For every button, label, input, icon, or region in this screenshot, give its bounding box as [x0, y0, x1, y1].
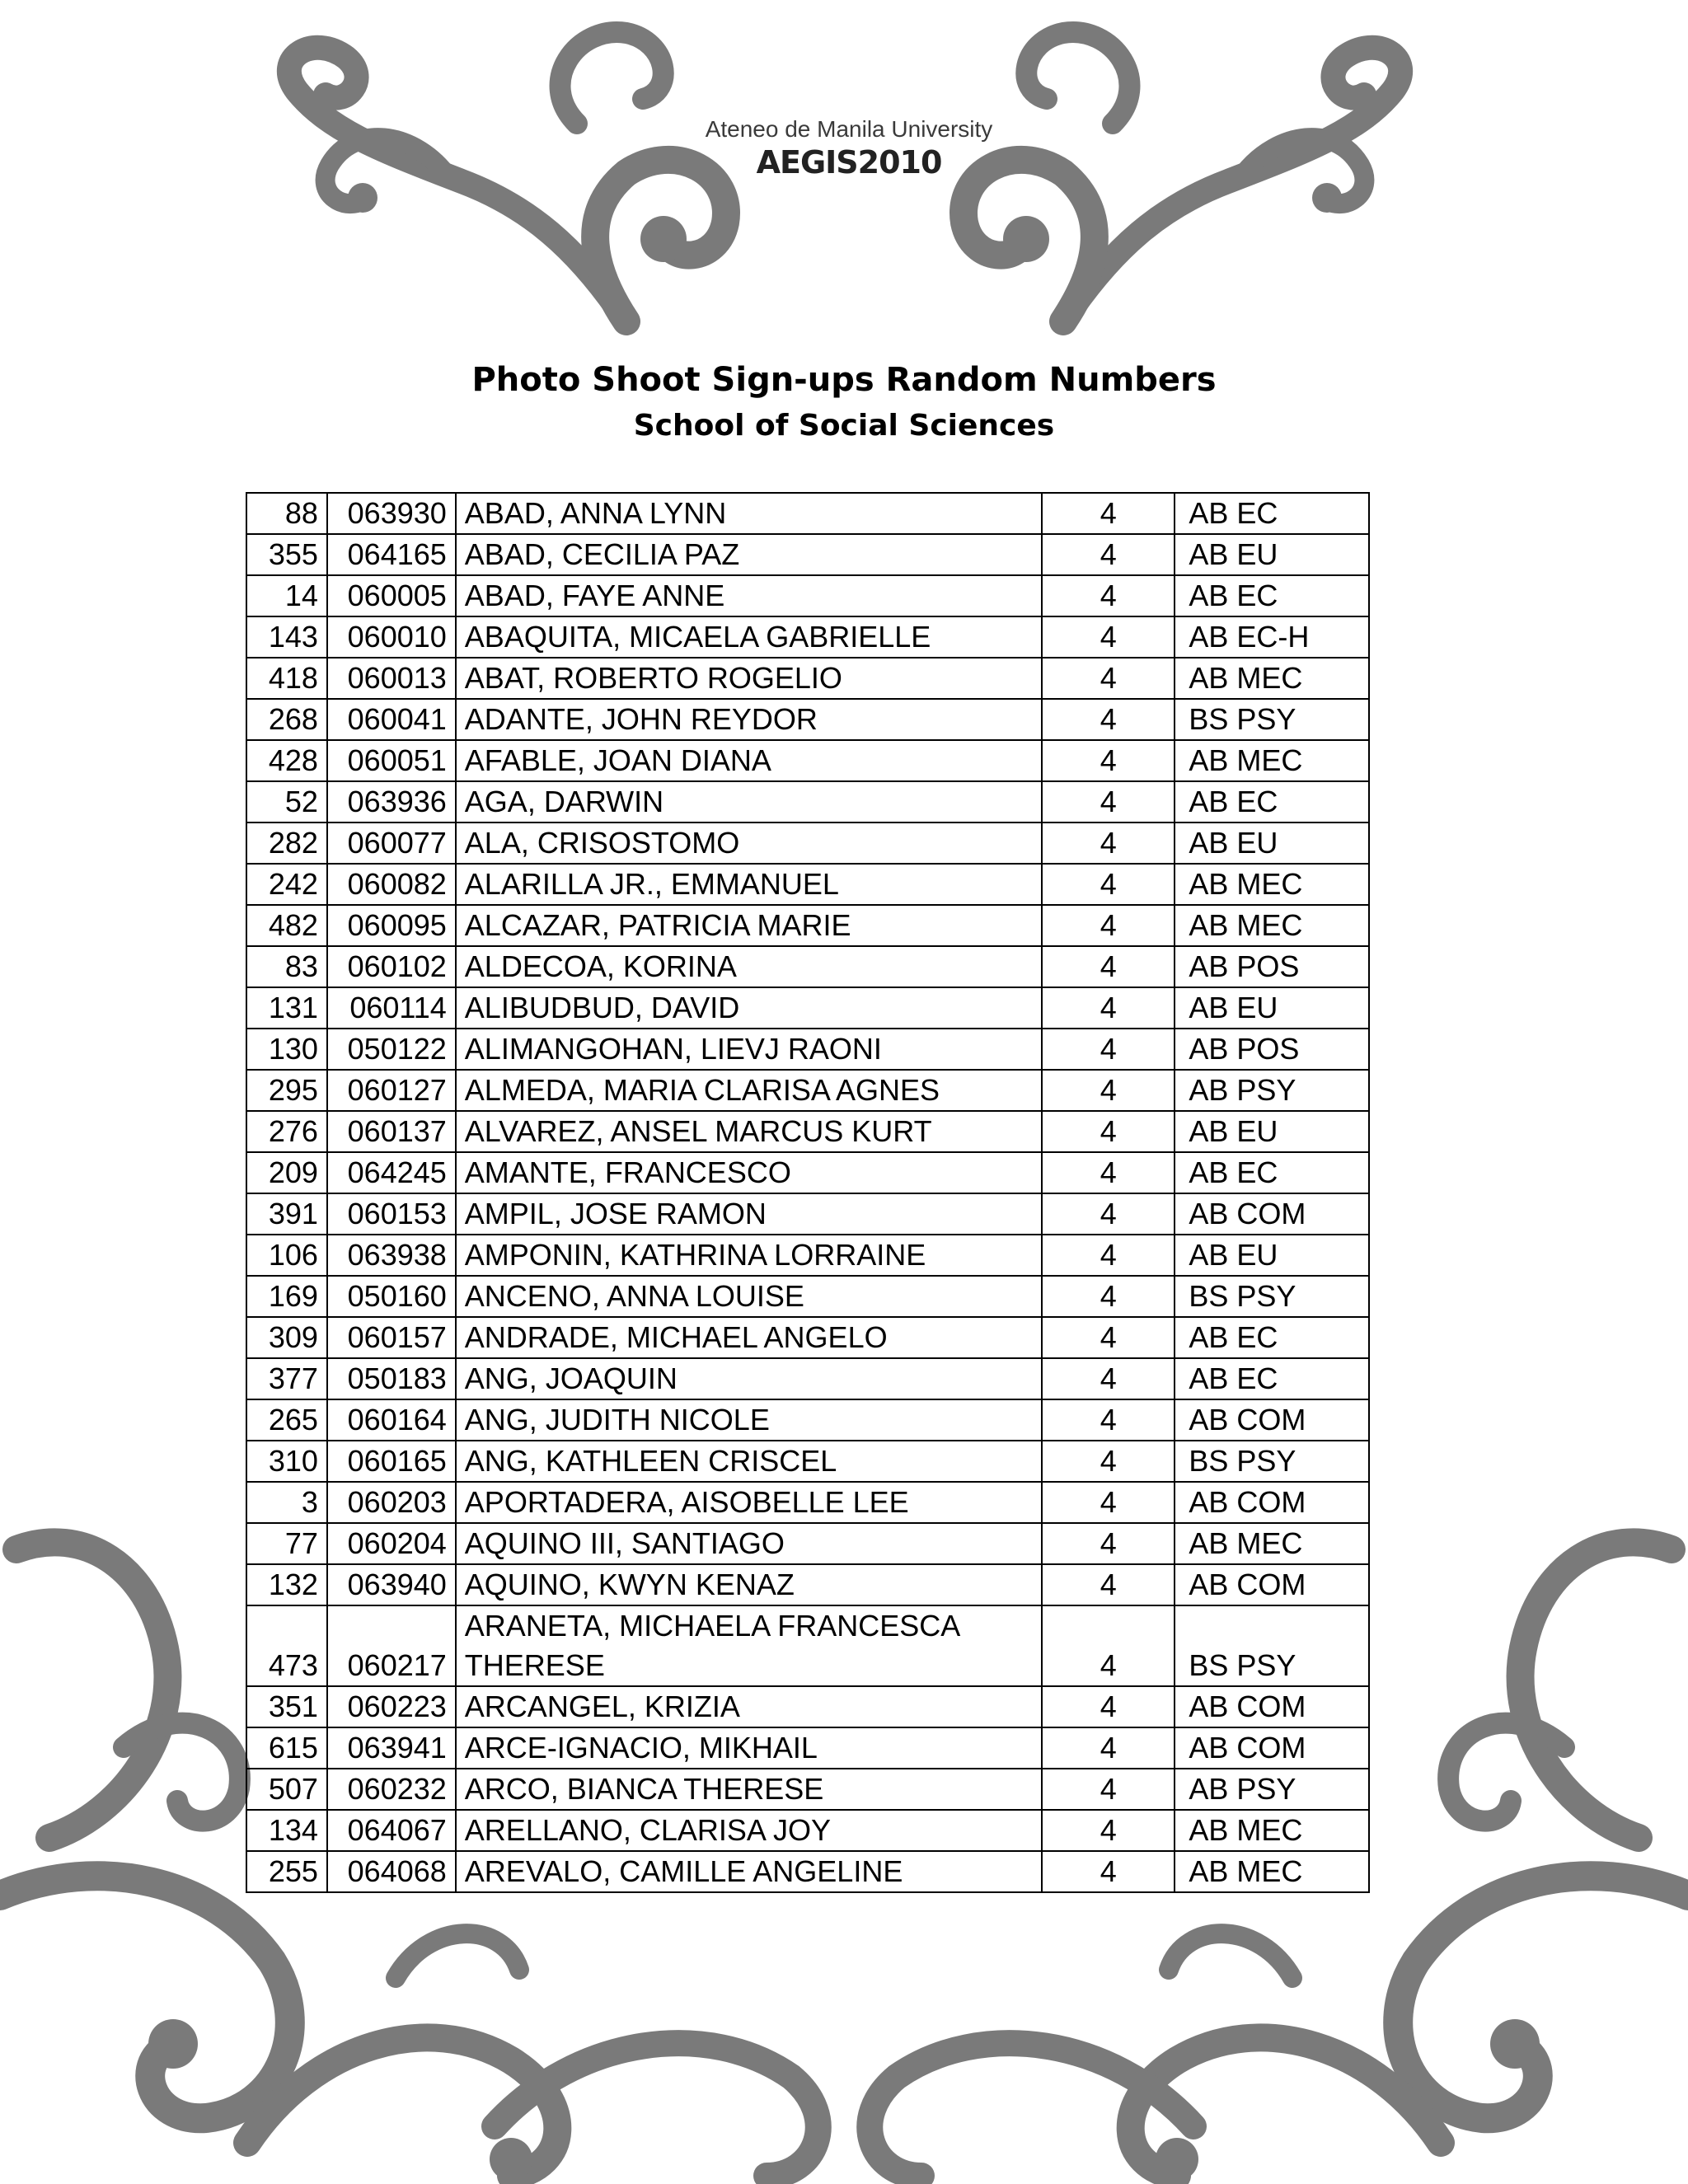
table-row [246, 1482, 1369, 1523]
table-row [246, 987, 1369, 1029]
name-cell: AGA, DARWIN [456, 781, 1042, 823]
name-cell: ARCO, BIANCA THERESE [456, 1769, 1042, 1810]
year-cell: 4 [1042, 1851, 1175, 1892]
year-cell: 4 [1042, 1564, 1175, 1605]
table-row [246, 1070, 1369, 1111]
table-row [246, 1029, 1369, 1070]
random-number-cell: 83 [246, 946, 327, 987]
year-cell: 4 [1042, 658, 1175, 699]
id-number-cell: 060095 [327, 905, 456, 946]
course-cell: BS PSY [1175, 1276, 1369, 1317]
course-cell: AB EU [1175, 1235, 1369, 1276]
year-cell: 4 [1042, 864, 1175, 905]
table-row [246, 1317, 1369, 1358]
course-cell: AB COM [1175, 1727, 1369, 1769]
course-cell: AB EU [1175, 823, 1369, 864]
random-number-cell: 265 [246, 1399, 327, 1441]
year-cell: 4 [1042, 534, 1175, 575]
course-cell: AB EC [1175, 1152, 1369, 1193]
id-number-cell: 063936 [327, 781, 456, 823]
table-row [246, 905, 1369, 946]
table-row [246, 781, 1369, 823]
id-number-cell: 060102 [327, 946, 456, 987]
course-cell: AB EC [1175, 781, 1369, 823]
random-number-cell: 77 [246, 1523, 327, 1564]
name-cell: ALMEDA, MARIA CLARISA AGNES [456, 1070, 1042, 1111]
id-number-cell: 050122 [327, 1029, 456, 1070]
name-cell: AFABLE, JOAN DIANA [456, 740, 1042, 781]
random-number-cell: 143 [246, 616, 327, 658]
random-number-cell: 351 [246, 1686, 327, 1727]
course-cell: AB PSY [1175, 1070, 1369, 1111]
table-row [246, 1276, 1369, 1317]
random-number-cell: 310 [246, 1441, 327, 1482]
year-cell: 4 [1042, 1605, 1175, 1686]
name-cell: AREVALO, CAMILLE ANGELINE [456, 1851, 1042, 1892]
name-cell: ANCENO, ANNA LOUISE [456, 1276, 1042, 1317]
table-row [246, 740, 1369, 781]
year-cell: 4 [1042, 1358, 1175, 1399]
table-row [246, 1235, 1369, 1276]
year-cell: 4 [1042, 905, 1175, 946]
table-row [246, 699, 1369, 740]
id-number-cell: 060157 [327, 1317, 456, 1358]
table-row [246, 1523, 1369, 1564]
table-row [246, 534, 1369, 575]
id-number-cell: 060051 [327, 740, 456, 781]
name-cell: ABAT, ROBERTO ROGELIO [456, 658, 1042, 699]
course-cell: AB COM [1175, 1482, 1369, 1523]
name-cell: ANDRADE, MICHAEL ANGELO [456, 1317, 1042, 1358]
year-cell: 4 [1042, 1399, 1175, 1441]
random-number-cell: 14 [246, 575, 327, 616]
logo-yearbook: AEGIS2010 [756, 144, 942, 180]
course-cell: BS PSY [1175, 699, 1369, 740]
course-cell: AB MEC [1175, 1851, 1369, 1892]
logo-university: Ateneo de Manila University [705, 116, 993, 142]
name-cell: AQUINO III, SANTIAGO [456, 1523, 1042, 1564]
year-cell: 4 [1042, 823, 1175, 864]
random-number-cell: 255 [246, 1851, 327, 1892]
id-number-cell: 060232 [327, 1769, 456, 1810]
name-cell: ALARILLA JR., EMMANUEL [456, 864, 1042, 905]
name-cell: ABAQUITA, MICAELA GABRIELLE [456, 616, 1042, 658]
id-number-cell: 060223 [327, 1686, 456, 1727]
course-cell: AB EC [1175, 1358, 1369, 1399]
random-number-cell: 482 [246, 905, 327, 946]
course-cell: AB MEC [1175, 1810, 1369, 1851]
id-number-cell: 060013 [327, 658, 456, 699]
random-number-cell: 132 [246, 1564, 327, 1605]
random-number-cell: 507 [246, 1769, 327, 1810]
random-number-cell: 130 [246, 1029, 327, 1070]
year-cell: 4 [1042, 1441, 1175, 1482]
id-number-cell: 050183 [327, 1358, 456, 1399]
id-number-cell: 063940 [327, 1564, 456, 1605]
table-row [246, 1686, 1369, 1727]
id-number-cell: 060153 [327, 1193, 456, 1235]
random-number-cell: 355 [246, 534, 327, 575]
random-number-cell: 309 [246, 1317, 327, 1358]
table-row [246, 1851, 1369, 1892]
year-cell: 4 [1042, 1686, 1175, 1727]
year-cell: 4 [1042, 1810, 1175, 1851]
table-row [246, 1193, 1369, 1235]
name-cell: AMANTE, FRANCESCO [456, 1152, 1042, 1193]
name-cell: AMPIL, JOSE RAMON [456, 1193, 1042, 1235]
name-cell: ALDECOA, KORINA [456, 946, 1042, 987]
table-row [246, 1810, 1369, 1851]
id-number-cell: 060164 [327, 1399, 456, 1441]
id-number-cell: 064245 [327, 1152, 456, 1193]
course-cell: AB EU [1175, 534, 1369, 575]
course-cell: BS PSY [1175, 1605, 1369, 1686]
id-number-cell: 060127 [327, 1070, 456, 1111]
random-number-cell: 209 [246, 1152, 327, 1193]
year-cell: 4 [1042, 493, 1175, 534]
name-cell: AMPONIN, KATHRINA LORRAINE [456, 1235, 1042, 1276]
id-number-cell: 063930 [327, 493, 456, 534]
name-cell: ALA, CRISOSTOMO [456, 823, 1042, 864]
name-cell: ANG, KATHLEEN CRISCEL [456, 1441, 1042, 1482]
name-cell: ABAD, ANNA LYNN [456, 493, 1042, 534]
year-cell: 4 [1042, 1235, 1175, 1276]
course-cell: AB POS [1175, 946, 1369, 987]
year-cell: 4 [1042, 1070, 1175, 1111]
id-number-cell: 060041 [327, 699, 456, 740]
random-number-cell: 276 [246, 1111, 327, 1152]
course-cell: AB COM [1175, 1686, 1369, 1727]
year-cell: 4 [1042, 1317, 1175, 1358]
id-number-cell: 060077 [327, 823, 456, 864]
random-number-cell: 473 [246, 1605, 327, 1686]
course-cell: AB MEC [1175, 658, 1369, 699]
id-number-cell: 063938 [327, 1235, 456, 1276]
year-cell: 4 [1042, 1523, 1175, 1564]
year-cell: 4 [1042, 1769, 1175, 1810]
course-cell: AB EU [1175, 1111, 1369, 1152]
random-number-cell: 106 [246, 1235, 327, 1276]
random-number-cell: 134 [246, 1810, 327, 1851]
table-row [246, 493, 1369, 534]
course-cell: AB EC [1175, 575, 1369, 616]
yearbook-logo [676, 111, 1022, 218]
id-number-cell: 060114 [327, 987, 456, 1029]
table-row [246, 1358, 1369, 1399]
name-cell: ARCE-IGNACIO, MIKHAIL [456, 1727, 1042, 1769]
random-number-cell: 295 [246, 1070, 327, 1111]
course-cell: AB MEC [1175, 864, 1369, 905]
random-number-cell: 418 [246, 658, 327, 699]
table-row [246, 1152, 1369, 1193]
page-subtitle: School of Social Sciences [633, 409, 1055, 443]
signup-table [246, 492, 1370, 1893]
random-number-cell: 3 [246, 1482, 327, 1523]
name-cell: ARELLANO, CLARISA JOY [456, 1810, 1042, 1851]
course-cell: AB EC-H [1175, 616, 1369, 658]
table-row [246, 1605, 1369, 1686]
table-row [246, 1111, 1369, 1152]
table-row [246, 1441, 1369, 1482]
year-cell: 4 [1042, 1111, 1175, 1152]
course-cell: AB COM [1175, 1564, 1369, 1605]
random-number-cell: 428 [246, 740, 327, 781]
course-cell: AB MEC [1175, 1523, 1369, 1564]
course-cell: BS PSY [1175, 1441, 1369, 1482]
table-row [246, 616, 1369, 658]
id-number-cell: 060217 [327, 1605, 456, 1686]
year-cell: 4 [1042, 1482, 1175, 1523]
id-number-cell: 060082 [327, 864, 456, 905]
random-number-cell: 131 [246, 987, 327, 1029]
year-cell: 4 [1042, 1193, 1175, 1235]
year-cell: 4 [1042, 616, 1175, 658]
random-number-cell: 242 [246, 864, 327, 905]
table-row [246, 864, 1369, 905]
name-cell: ABAD, CECILIA PAZ [456, 534, 1042, 575]
course-cell: AB COM [1175, 1193, 1369, 1235]
table-row [246, 823, 1369, 864]
id-number-cell: 060005 [327, 575, 456, 616]
year-cell: 4 [1042, 740, 1175, 781]
page-title: Photo Shoot Sign-ups Random Numbers [471, 361, 1217, 399]
random-number-cell: 52 [246, 781, 327, 823]
random-number-cell: 391 [246, 1193, 327, 1235]
table-row [246, 1727, 1369, 1769]
table-row [246, 575, 1369, 616]
id-number-cell: 064068 [327, 1851, 456, 1892]
course-cell: AB COM [1175, 1399, 1369, 1441]
course-cell: AB MEC [1175, 905, 1369, 946]
year-cell: 4 [1042, 987, 1175, 1029]
name-cell: ALIBUDBUD, DAVID [456, 987, 1042, 1029]
id-number-cell: 060137 [327, 1111, 456, 1152]
name-cell: ALCAZAR, PATRICIA MARIE [456, 905, 1042, 946]
course-cell: AB EC [1175, 493, 1369, 534]
year-cell: 4 [1042, 1276, 1175, 1317]
id-number-cell: 064067 [327, 1810, 456, 1851]
id-number-cell: 060165 [327, 1441, 456, 1482]
year-cell: 4 [1042, 575, 1175, 616]
name-cell: ARCANGEL, KRIZIA [456, 1686, 1042, 1727]
name-cell: ANG, JOAQUIN [456, 1358, 1042, 1399]
table-row [246, 658, 1369, 699]
name-cell: ADANTE, JOHN REYDOR [456, 699, 1042, 740]
id-number-cell: 063941 [327, 1727, 456, 1769]
year-cell: 4 [1042, 1029, 1175, 1070]
name-cell: ABAD, FAYE ANNE [456, 575, 1042, 616]
course-cell: AB PSY [1175, 1769, 1369, 1810]
random-number-cell: 268 [246, 699, 327, 740]
year-cell: 4 [1042, 1152, 1175, 1193]
year-cell: 4 [1042, 699, 1175, 740]
course-cell: AB EC [1175, 1317, 1369, 1358]
table-row [246, 1564, 1369, 1605]
id-number-cell: 064165 [327, 534, 456, 575]
random-number-cell: 282 [246, 823, 327, 864]
table-row [246, 1399, 1369, 1441]
random-number-cell: 377 [246, 1358, 327, 1399]
name-cell: ANG, JUDITH NICOLE [456, 1399, 1042, 1441]
course-cell: AB MEC [1175, 740, 1369, 781]
table-row [246, 1769, 1369, 1810]
table-row [246, 946, 1369, 987]
name-cell: AQUINO, KWYN KENAZ [456, 1564, 1042, 1605]
name-cell: ALIMANGOHAN, LIEVJ RAONI [456, 1029, 1042, 1070]
id-number-cell: 060203 [327, 1482, 456, 1523]
name-cell: ALVAREZ, ANSEL MARCUS KURT [456, 1111, 1042, 1152]
course-cell: AB EU [1175, 987, 1369, 1029]
course-cell: AB POS [1175, 1029, 1369, 1070]
random-number-cell: 88 [246, 493, 327, 534]
id-number-cell: 060010 [327, 616, 456, 658]
year-cell: 4 [1042, 781, 1175, 823]
id-number-cell: 060204 [327, 1523, 456, 1564]
random-number-cell: 169 [246, 1276, 327, 1317]
name-cell: ARANETA, MICHAELA FRANCESCA THERESE [456, 1605, 1042, 1686]
id-number-cell: 050160 [327, 1276, 456, 1317]
year-cell: 4 [1042, 946, 1175, 987]
name-cell: APORTADERA, AISOBELLE LEE [456, 1482, 1042, 1523]
year-cell: 4 [1042, 1727, 1175, 1769]
random-number-cell: 615 [246, 1727, 327, 1769]
